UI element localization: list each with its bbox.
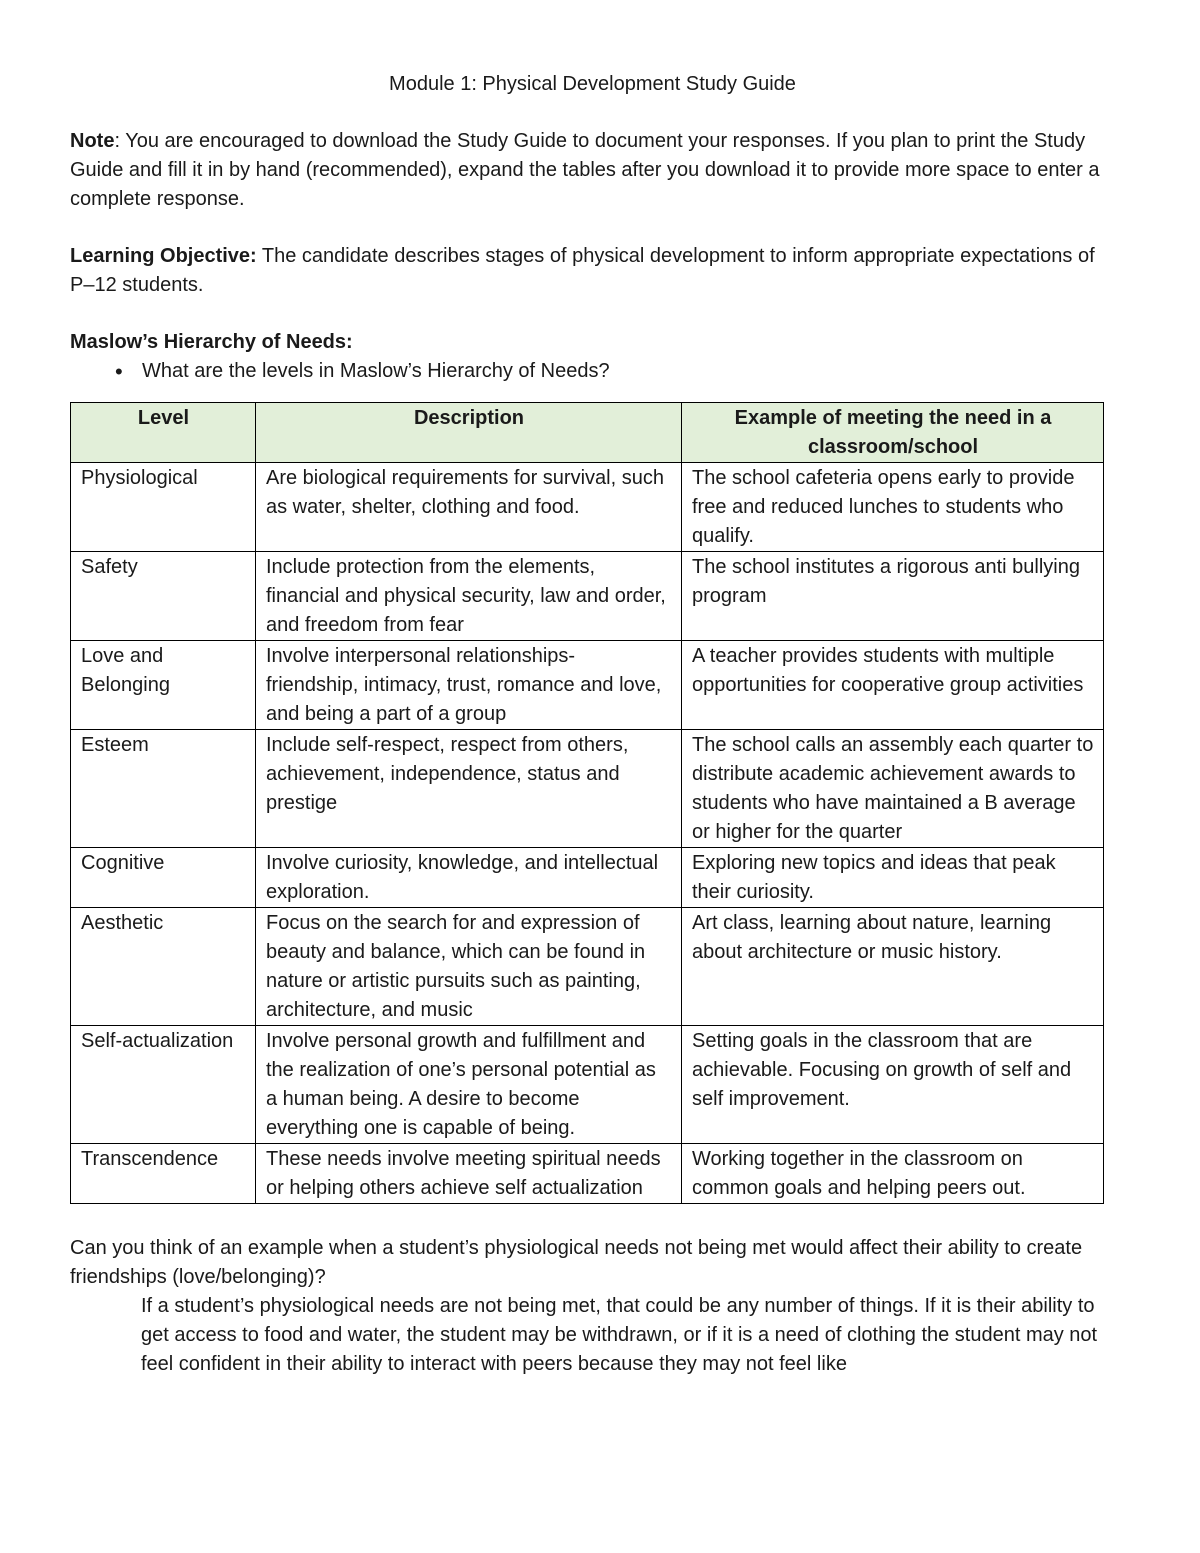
objective-text: The candidate describes stages of physical development to inform appropriate expectations of P–12 students. [70,245,1095,296]
example-cell: Art class, learning about nature, learning about architecture or music history. [682,908,1104,1026]
table-row [71,641,1104,730]
maslow-bullet-item: • What are the levels in Maslow’s Hierarchy of Needs? [142,357,1115,386]
objective-paragraph [70,242,1115,300]
description-cell: Involve personal growth and fulfillment and the realization of one’s personal potential as a human being. A desire to become everything one is capable of being. [256,1026,682,1144]
description-cell: Are biological requirements for survival, such as water, shelter, clothing and food. [256,463,682,552]
description-cell: Include protection from the elements, financial and physical security, law and order, and freedom from fear [256,552,682,641]
description-cell: Focus on the search for and expression of beauty and balance, which can be found in nature or artistic pursuits such as painting, architecture, and music [256,908,682,1026]
table-row [71,908,1104,1026]
description-cell: Involve curiosity, knowledge, and intellectual exploration. [256,848,682,908]
table-header-row [71,403,1104,463]
table-row [71,848,1104,908]
level-cell: Self-actualization [71,1026,256,1144]
level-cell: Aesthetic [71,908,256,1026]
example-cell: The school institutes a rigorous anti bullying program [682,552,1104,641]
header-example: Example of meeting the need in a classroom/school [682,403,1104,463]
document-page [70,70,1115,1379]
maslow-table [70,402,1104,1204]
example-cell: Working together in the classroom on common goals and helping peers out. [682,1144,1104,1204]
example-cell: Exploring new topics and ideas that peak their curiosity. [682,848,1104,908]
example-cell: The school calls an assembly each quarter to distribute academic achievement awards to students who have maintained a B average or higher for the quarter [682,730,1104,848]
answer-text: If a student’s physiological needs are not being met, that could be any number of things. If it is their ability to get access to food and water, the student may be withdrawn, or if it is a need of clothing the student may not feel confident in their ability to interact with peers because they may not feel like [141,1295,1098,1375]
header-level: Level [71,403,256,463]
table-row [71,1144,1104,1204]
table-row [71,730,1104,848]
level-cell: Transcendence [71,1144,256,1204]
level-cell: Safety [71,552,256,641]
level-cell: Esteem [71,730,256,848]
maslow-bullet-list [70,357,1115,386]
description-cell: Include self-respect, respect from others, achievement, independence, status and prestige [256,730,682,848]
objective-label: Learning Objective: [70,245,257,267]
table-row [71,552,1104,641]
note-label: Note [70,130,115,152]
description-cell: Involve interpersonal relationships- friendship, intimacy, trust, romance and love, and being a part of a group [256,641,682,730]
question-text: Can you think of an example when a student’s physiological needs not being met would affect their ability to create friendships (love/belonging)? [70,1237,1083,1288]
table-row [71,463,1104,552]
level-cell: Cognitive [71,848,256,908]
note-paragraph [70,127,1115,214]
example-cell: The school cafeteria opens early to provide free and reduced lunches to students who qualify. [682,463,1104,552]
maslow-heading: Maslow’s Hierarchy of Needs: [70,331,353,353]
note-text: : You are encouraged to download the Study Guide to document your responses. If you plan to print the Study Guide and fill it in by hand (recommended), expand the tables after you download it to provide more space to enter a complete response. [70,130,1100,210]
page-title: Module 1: Physical Development Study Guide [389,73,796,95]
level-cell: Love and Belonging [71,641,256,730]
table-row [71,1026,1104,1144]
example-cell: Setting goals in the classroom that are achievable. Focusing on growth of self and self improvement. [682,1026,1104,1144]
description-cell: These needs involve meeting spiritual needs or helping others achieve self actualization [256,1144,682,1204]
level-cell: Physiological [71,463,256,552]
header-description: Description [256,403,682,463]
example-cell: A teacher provides students with multiple opportunities for cooperative group activities [682,641,1104,730]
